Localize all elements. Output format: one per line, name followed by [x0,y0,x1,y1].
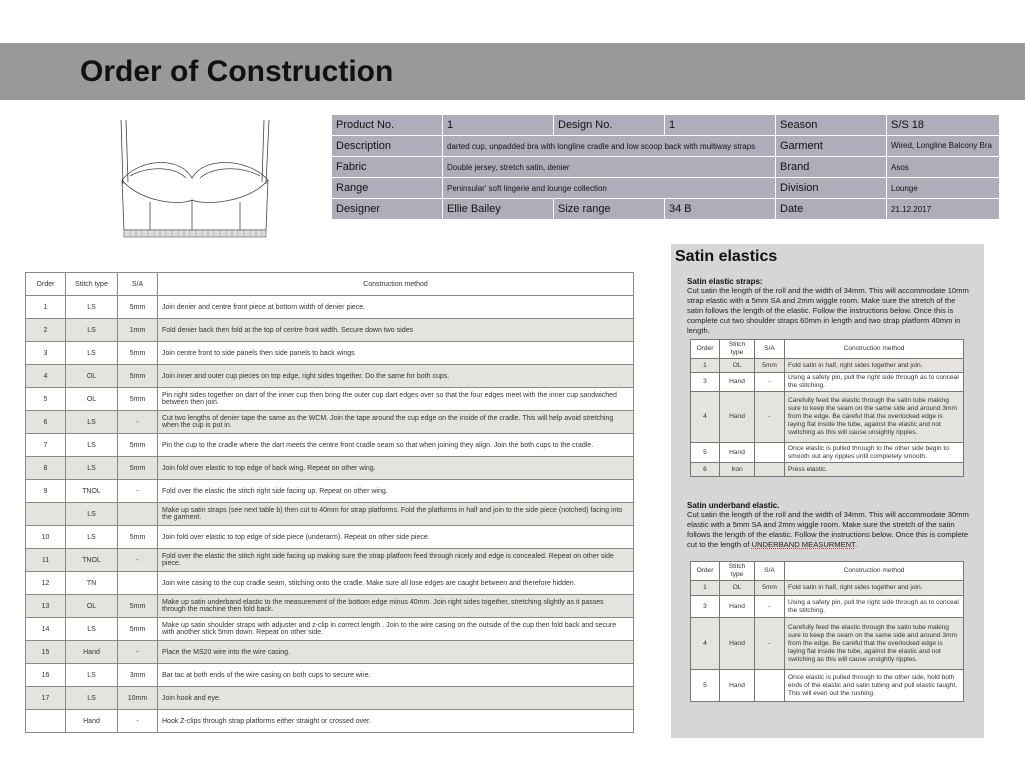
stitch-type-cell: LS [66,457,118,480]
sa-cell [118,572,158,595]
table-row [26,710,634,733]
underband-measurement-link: UNDERBAND MEASURMENT [751,540,855,549]
sa-cell [118,503,158,526]
sa-cell: 5mm [755,581,785,596]
stitch-type-cell: Hand [720,618,755,670]
sa-cell: - [755,618,785,670]
table-row [26,549,634,572]
stitch-type-cell: Hand [720,392,755,443]
satin-underband-text [687,510,969,550]
product-no-value: 1 [443,115,554,136]
construction-table [25,272,634,733]
season-label: Season [776,115,887,136]
order-cell: 5 [691,443,720,463]
order-cell: 2 [26,319,66,342]
table-row [691,596,964,618]
table-row [26,526,634,549]
col-header-stitch-type: Stitch type [720,340,755,359]
method-cell: Bar tac at both ends of the wire casing on both cups to secure wire. [158,664,634,687]
stitch-type-cell: LS [66,434,118,457]
order-cell: 12 [26,572,66,595]
method-cell: Once elastic is pulled through to the other side begin to smooth out any ripples until completely smooth. [785,443,964,463]
order-cell: 9 [26,480,66,503]
method-cell: Join centre front to side panels then side panels to back wings [158,342,634,365]
sa-cell: 10mm [118,687,158,710]
satin-straps-heading: Satin elastic straps: [687,277,763,286]
table-row [26,342,634,365]
stitch-type-cell: TN [66,572,118,595]
stitch-type-cell: OL [66,595,118,618]
satin-straps-rows [691,359,964,477]
sa-cell: 3mm [118,664,158,687]
col-header-sa: S/A [755,340,785,359]
sa-cell: 1mm [118,319,158,342]
sa-cell: - [755,392,785,443]
stitch-type-cell: OL [720,359,755,373]
season-value: S/S 18 [887,115,1000,136]
sa-cell: 5mm [118,342,158,365]
col-header-order: Order [26,273,66,296]
design-no-value: 1 [665,115,776,136]
method-cell: Join fold over elastic to top edge of side piece (underarm). Repeat on other side piece. [158,526,634,549]
table-row [691,670,964,702]
col-header-stitch-type: Stitch type [720,562,755,581]
order-cell: 17 [26,687,66,710]
method-cell: Join wire casing to the cup cradle seam, stitching onto the cradle. Make sure all lose edges are caught between and therefore hidden. [158,572,634,595]
sa-cell: 5mm [118,296,158,319]
table-row [26,503,634,526]
table-row [26,319,634,342]
order-cell: 15 [26,641,66,664]
sa-cell [755,463,785,477]
method-cell: Place the MS20 wire into the wire casing. [158,641,634,664]
col-header-construction-method: Construction method [785,562,964,581]
fabric-value: Double jersey, stretch satin, denier [443,157,776,178]
col-header-stitch-type: Stitch type [66,273,118,296]
order-cell: 4 [691,618,720,670]
satin-straps-table [690,339,964,477]
sa-cell: - [755,596,785,618]
stitch-type-cell: Hand [720,443,755,463]
satin-underband-heading: Satin underband elastic. [687,501,780,510]
sa-cell: - [118,411,158,434]
method-cell: Carefully feed the elastic through the satin tube making sure to keep the seam on the same side and around 3mm from the edge. Be careful that the overlocked edge is laying flat inside the tube, against the elastic and not switching as this will cause unsightly ripples. [785,392,964,443]
sa-cell: 5mm [118,457,158,480]
method-cell: Fold over the elastic the stitch right side facing up making sure the strap platform feed through nicely and edge is concealed. Repeat on other side piece. [158,549,634,572]
description-label: Description [332,136,443,157]
method-cell: Pin the cup to the cradle where the dart meets the centre front cradle seam so that when joining they align. Join the both cups to the cradle. [158,434,634,457]
table-row [691,581,964,596]
stitch-type-cell: OL [66,365,118,388]
product-no-label: Product No. [332,115,443,136]
garment-sketch [110,114,282,242]
table-row [691,373,964,392]
method-cell: Join inner and outer cup pieces on top edge, right sides together. Do the same for both cups. [158,365,634,388]
stitch-type-cell: TNOL [66,480,118,503]
description-value: darted cup, unpadded bra with longline cradle and low scoop back with multiway straps [443,136,776,157]
table-row [26,480,634,503]
order-cell: 5 [26,388,66,411]
satin-underband-rows [691,581,964,702]
order-cell: 6 [26,411,66,434]
order-cell: 5 [691,670,720,702]
garment-label: Garment [776,136,887,157]
stitch-type-cell: OL [66,388,118,411]
construction-rows [26,296,634,733]
stitch-type-cell: LS [66,319,118,342]
stitch-type-cell: Hand [66,710,118,733]
method-cell: Join denier and centre front piece at bottom width of denier piece. [158,296,634,319]
sa-cell: 5mm [118,434,158,457]
table-row [691,463,964,477]
sa-cell: 5mm [118,618,158,641]
method-cell: Using a safety pin, pull the right side through as to conceal the stitching. [785,596,964,618]
range-value: Peninsular' soft lingerie and lounge collection [443,178,776,199]
order-cell: 7 [26,434,66,457]
col-header-order: Order [691,562,720,581]
method-cell: Fold denier back then fold at the top of centre front width. Secure down two sides [158,319,634,342]
method-cell: Carefully feed the elastic through the satin tube making sure to keep the seam on the same side and around 3mm from the edge. Be careful that the overlocked edge is laying flat inside the tube, against the elastic and not switching as this will cause unsightly ripples. [785,618,964,670]
fabric-label: Fabric [332,157,443,178]
order-cell: 1 [691,581,720,596]
garment-value: Wired, Longline Balcony Bra [887,136,1000,157]
stitch-type-cell: LS [66,687,118,710]
table-row [26,365,634,388]
division-label: Division [776,178,887,199]
stitch-type-cell: Hand [720,670,755,702]
table-row [26,434,634,457]
method-cell: Hook Z-clips through strap platforms either straight or crossed over. [158,710,634,733]
stitch-type-cell: Iron [720,463,755,477]
table-row [691,359,964,373]
stitch-type-cell: LS [66,664,118,687]
sa-cell [755,443,785,463]
page-title: Order of Construction [80,55,394,88]
stitch-type-cell: TNOL [66,549,118,572]
designer-value: Ellie Bailey [443,199,554,220]
order-cell: 3 [26,342,66,365]
size-range-value: 34 B [665,199,776,220]
table-row [26,687,634,710]
method-cell: Join fold over elastic to top edge of back wing. Repeat on other wing. [158,457,634,480]
col-header-sa: S/A [755,562,785,581]
order-cell: 4 [691,392,720,443]
table-row [26,457,634,480]
sa-cell: 5mm [118,388,158,411]
order-cell: 14 [26,618,66,641]
stitch-type-cell: Hand [720,596,755,618]
sa-cell: 5mm [118,526,158,549]
order-cell: 10 [26,526,66,549]
stitch-type-cell: Hand [720,373,755,392]
order-cell [26,710,66,733]
method-cell: Make up satin shoulder straps with adjuster and z-clip in correct length . Join to the wire casing on the outside of the cup then fold back and secure with another stick 5mm down. Repeat on other side. [158,618,634,641]
order-cell: 1 [691,359,720,373]
method-cell: Fold satin in half, right sides together and join. [785,581,964,596]
date-label: Date [776,199,887,220]
underband-text-start: Cut satin the length of the roll and the width of 34mm. This will accommodate 30mm elastic with a 5mm SA and 2mm wiggle room. Make sure the stretch of the satin follows the length of the elastic. Follow the instructions below. Once this is complete cut to the length of [687,510,969,549]
table-row [26,388,634,411]
order-cell: 16 [26,664,66,687]
method-cell: Once elastic is pulled through to the other side, hold both ends of the elastic and satin tubing and pull elastic taught. This will even out the rushing. [785,670,964,702]
method-cell: Cut two lengths of denier tape the same as the WCM. Join the tape around the cup edge on the inside of the cradle. This will help avoid stretching when the cup is put in. [158,411,634,434]
table-row [691,443,964,463]
stitch-type-cell: LS [66,503,118,526]
col-header-construction-method: Construction method [158,273,634,296]
satin-straps-text: Cut satin the length of the roll and the width of 34mm. This will accommodate 10mm strap elastic with a 5mm SA and 2mm wiggle room. Make sure the stretch of the satin follows the length of the elastic. Follow the instructions below. Once this is complete cut two shoulder straps 60mm in length and two strap platform 40mm in length. [687,286,969,335]
brand-value: Asos [887,157,1000,178]
table-row [26,641,634,664]
satin-elastics-title: Satin elastics [675,248,778,265]
table-row [26,595,634,618]
design-no-label: Design No. [554,115,665,136]
sa-cell: 5mm [755,359,785,373]
order-cell [26,503,66,526]
method-cell: Fold over the elastic the stitch right side facing up. Repeat on other wing. [158,480,634,503]
sa-cell: - [755,373,785,392]
date-value: 21.12.2017 [887,199,1000,220]
size-range-label: Size range [554,199,665,220]
sa-cell: - [118,710,158,733]
division-value: Lounge [887,178,1000,199]
method-cell: Join hook and eye. [158,687,634,710]
order-cell: 13 [26,595,66,618]
table-row [26,618,634,641]
col-header-order: Order [691,340,720,359]
designer-label: Designer [332,199,443,220]
product-info-table [331,114,1000,220]
stitch-type-cell: LS [66,411,118,434]
stitch-type-cell: LS [66,296,118,319]
underband-text-end: . [854,540,858,549]
stitch-type-cell: Hand [66,641,118,664]
sa-cell: - [118,480,158,503]
range-label: Range [332,178,443,199]
satin-underband-table [690,561,964,702]
stitch-type-cell: LS [66,526,118,549]
col-header-sa: S/A [118,273,158,296]
table-row [26,296,634,319]
order-cell: 1 [26,296,66,319]
method-cell: Fold satin in half, right sides together and join. [785,359,964,373]
sa-cell: - [118,549,158,572]
col-header-construction-method: Construction method [785,340,964,359]
table-row [26,411,634,434]
order-cell: 6 [691,463,720,477]
stitch-type-cell: LS [66,618,118,641]
order-cell: 4 [26,365,66,388]
table-row [691,392,964,443]
sa-cell: - [118,641,158,664]
brand-label: Brand [776,157,887,178]
sa-cell: 5mm [118,365,158,388]
method-cell: Pin right sides together on dart of the inner cup then bring the outer cup dart edges over so that the four edges meet with the inner cup sandwiched between then join. [158,388,634,411]
stitch-type-cell: OL [720,581,755,596]
method-cell: Make up satin straps (see next table b) then cut to 40mm for strap platforms. Fold the platforms in half and join to the side piece (notched) facing into the garment. [158,503,634,526]
method-cell: Make up satin underband elastic to the measurement of the bottom edge minus 40mm. Join right sides together, stretching slightly as it passes through the machine then fold back. [158,595,634,618]
stitch-type-cell: LS [66,342,118,365]
order-cell: 3 [691,596,720,618]
sa-cell: 5mm [118,595,158,618]
order-cell: 11 [26,549,66,572]
order-cell: 3 [691,373,720,392]
order-cell: 8 [26,457,66,480]
sa-cell [755,670,785,702]
table-row [26,572,634,595]
method-cell: Using a safety pin, pull the right side through as to conceal the stitching. [785,373,964,392]
table-row [26,664,634,687]
table-row [691,618,964,670]
method-cell: Press elastic. [785,463,964,477]
